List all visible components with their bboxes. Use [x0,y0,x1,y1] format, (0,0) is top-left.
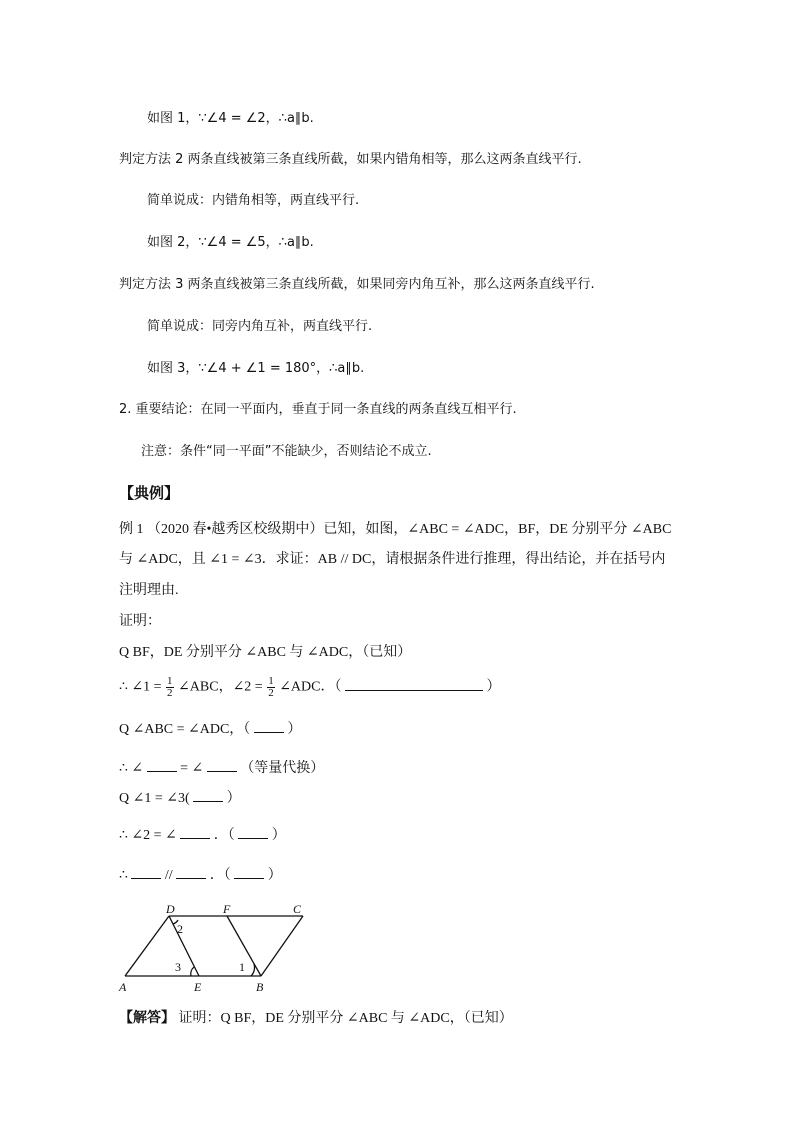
answer-blank-reason-4[interactable] [238,826,268,839]
answer-blank-angle-2[interactable] [207,759,237,772]
answer-blank-reason-1[interactable] [345,678,483,691]
text-line-figure1: 如图 1，∵∠4 = ∠2，∴a∥b. [147,111,314,126]
example-line-2: 与 ∠ADC，且 ∠1 = ∠3．求证：AB // DC，请根据条件进行推理，得出结论，并在括号内 [119,552,666,567]
proof-step-2-mid: ∠ABC，∠2 = [178,679,263,695]
proof-step-6 [119,826,286,845]
fraction-half [166,676,174,699]
proof-step-3 [119,720,301,739]
point-label-A: A [119,980,127,994]
close-paren: ） [226,791,241,806]
fraction-denominator: 2 [167,687,173,699]
answer-line [119,1010,513,1028]
proof-step-7 [119,866,282,885]
segment-DE [169,916,199,976]
answer-blank-angle-3[interactable] [180,826,210,839]
close-paren: ） [271,828,286,843]
proof-step-6-end: ．（ [213,828,235,843]
text-line-figure3: 如图 3，∵∠4 + ∠1 = 180°，∴a∥b. [147,361,365,376]
angle-arc-1 [251,964,255,976]
fraction-denominator-2: 2 [268,687,274,699]
proof-step-1: Q BF，DE 分别平分 ∠ABC 与 ∠ADC，（已知） [119,645,412,660]
answer-blank-reason-3[interactable] [193,789,223,802]
text-line-short3: 简单说成：同旁内角互补，两直线平行. [147,319,373,334]
proof-step-3-text: Q ∠ABC = ∠ADC，（ [119,722,251,737]
segment-BC [261,916,303,976]
answer-blank-angle-1[interactable] [147,759,177,772]
proof-step-6-prefix: ∴ ∠2 = ∠ [119,828,177,843]
close-paren: ） [287,722,302,737]
angle-arc-3 [191,967,194,976]
fraction-numerator-2: 1 [268,675,274,687]
fraction-half-2 [267,676,275,699]
segment-AD [125,916,169,976]
proof-step-5-text: Q ∠1 = ∠3( [119,791,190,806]
point-label-D: D [166,902,175,916]
close-paren: ） [267,868,282,883]
answer-tag: 【解答】 [119,1011,175,1026]
text-line-figure2: 如图 2，∵∠4 = ∠5，∴a∥b. [147,235,314,250]
text-line-conclusion: 2. 重要结论：在同一平面内，垂直于同一条直线的两条直线互相平行. [119,402,517,417]
point-label-F: F [223,902,231,916]
proof-step-2-end: ∠ADC．（ [279,679,342,695]
proof-step-7-mid: // [164,868,173,883]
example-source: （2020 春•越秀区校级期中）已知，如图，∠ABC = ∠ADC，BF，DE 分别平分 ∠ABC [147,522,672,537]
proof-step-2 [119,676,501,699]
fraction-numerator: 1 [167,675,173,687]
proof-step-4 [119,759,324,778]
answer-blank-reason-5[interactable] [234,866,264,879]
point-label-E: E [194,980,202,994]
point-label-C: C [293,902,302,916]
proof-step-4-reason: （等量代换） [240,761,325,776]
section-heading: 【典例】 [119,484,180,502]
text-line-method2: 判定方法 2 两条直线被第三条直线所截，如果内错角相等，那么这两条直线平行. [119,152,582,167]
example-label: 例 1 [119,522,144,537]
proof-step-2-prefix: ∴ ∠1 = [119,679,162,695]
text-line-short2: 简单说成：内错角相等，两直线平行. [147,193,360,208]
example-line-3: 注明理由. [119,583,179,598]
proof-title: 证明： [119,614,161,629]
proof-step-4-mid: = ∠ [180,761,204,776]
close-paren: ） [486,679,501,695]
proof-step-7-prefix: ∴ [119,868,128,883]
geometry-figure [115,900,315,996]
answer-text: 证明：Q BF，DE 分别平分 ∠ABC 与 ∠ADC，（已知） [178,1011,513,1026]
proof-step-4-prefix: ∴ ∠ [119,761,144,776]
answer-blank-line-2[interactable] [176,866,206,879]
proof-step-7-end: ．（ [209,868,231,883]
angle-label-3: 3 [175,960,181,974]
angle-label-1: 1 [239,960,245,974]
example-line-1 [119,521,671,539]
proof-step-5 [119,789,241,808]
text-line-method3: 判定方法 3 两条直线被第三条直线所截，如果同旁内角互补，那么这两条直线平行. [119,277,595,292]
answer-blank-line-1[interactable] [131,866,161,879]
text-line-note: 注意：条件“同一平面”不能缺少，否则结论不成立. [141,444,432,459]
point-label-B: B [256,980,264,994]
angle-label-2: 2 [177,922,183,936]
answer-blank-reason-2[interactable] [254,720,284,733]
